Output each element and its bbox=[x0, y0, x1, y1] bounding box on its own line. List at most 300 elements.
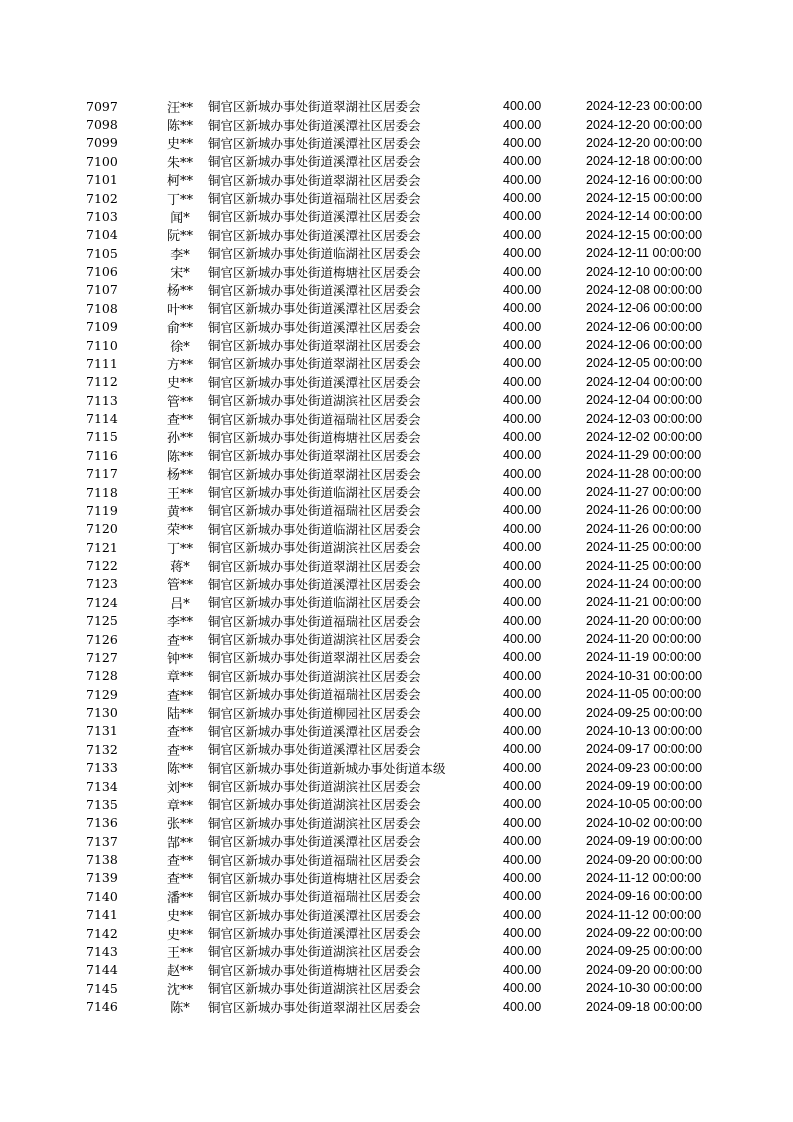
amount: 400.00 bbox=[503, 907, 542, 922]
recipient-name: 史** bbox=[166, 927, 193, 943]
issue-date: 2024-12-20 00:00:00 bbox=[586, 117, 703, 132]
community-unit: 铜官区新城办事处街道梅塘社区居委会 bbox=[208, 870, 421, 886]
table-row bbox=[86, 281, 726, 299]
recipient-name: 徐* bbox=[170, 339, 190, 355]
issue-date: 2024-12-15 00:00:00 bbox=[586, 227, 703, 242]
amount: 400.00 bbox=[503, 687, 542, 702]
community-unit: 铜官区新城办事处街道湖滨社区居委会 bbox=[208, 815, 421, 831]
amount: 400.00 bbox=[503, 154, 542, 169]
table-row bbox=[86, 244, 726, 262]
amount: 400.00 bbox=[503, 282, 542, 297]
record-id: 7131 bbox=[86, 723, 118, 739]
recipient-name: 查** bbox=[166, 854, 193, 870]
recipient-name: 吕* bbox=[170, 596, 190, 612]
amount: 400.00 bbox=[503, 668, 542, 683]
community-unit: 铜官区新城办事处街道福瑞社区居委会 bbox=[208, 191, 421, 207]
amount: 400.00 bbox=[503, 852, 542, 867]
issue-date: 2024-11-20 00:00:00 bbox=[586, 632, 702, 647]
record-id: 7128 bbox=[86, 668, 118, 684]
record-id: 7130 bbox=[86, 705, 118, 721]
table-row bbox=[86, 630, 726, 648]
issue-date: 2024-10-05 00:00:00 bbox=[586, 797, 703, 812]
community-unit: 铜官区新城办事处街道溪潭社区居委会 bbox=[208, 576, 421, 592]
record-id: 7106 bbox=[86, 264, 118, 280]
record-id: 7126 bbox=[86, 631, 118, 647]
record-id: 7113 bbox=[86, 392, 118, 408]
amount: 400.00 bbox=[503, 338, 542, 353]
issue-date: 2024-11-28 00:00:00 bbox=[586, 466, 702, 481]
community-unit: 铜官区新城办事处街道临湖社区居委会 bbox=[208, 595, 421, 611]
recipient-name: 管** bbox=[166, 578, 193, 594]
issue-date: 2024-12-06 00:00:00 bbox=[586, 319, 703, 334]
record-id: 7101 bbox=[86, 172, 118, 188]
community-unit: 铜官区新城办事处街道翠湖社区居委会 bbox=[208, 172, 421, 188]
community-unit: 铜官区新城办事处街道福瑞社区居委会 bbox=[208, 411, 421, 427]
recipient-name: 陈** bbox=[166, 762, 193, 778]
record-id: 7125 bbox=[86, 613, 118, 629]
table-row bbox=[86, 979, 726, 997]
amount: 400.00 bbox=[503, 797, 542, 812]
table-row bbox=[86, 373, 726, 391]
table-row bbox=[86, 997, 726, 1015]
community-unit: 铜官区新城办事处街道溪潭社区居委会 bbox=[208, 907, 421, 923]
community-unit: 铜官区新城办事处街道翠湖社区居委会 bbox=[208, 99, 421, 115]
table-row bbox=[86, 740, 726, 758]
amount: 400.00 bbox=[503, 374, 542, 389]
table-row bbox=[86, 722, 726, 740]
record-id: 7129 bbox=[86, 686, 118, 702]
community-unit: 铜官区新城办事处街道柳园社区居委会 bbox=[208, 705, 421, 721]
community-unit: 铜官区新城办事处街道湖滨社区居委会 bbox=[208, 944, 421, 960]
community-unit: 铜官区新城办事处街道湖滨社区居委会 bbox=[208, 632, 421, 648]
record-id: 7110 bbox=[86, 337, 118, 353]
community-unit: 铜官区新城办事处街道福瑞社区居委会 bbox=[208, 613, 421, 629]
community-unit: 铜官区新城办事处街道溪潭社区居委会 bbox=[208, 723, 421, 739]
recipient-name: 王** bbox=[166, 486, 193, 502]
community-unit: 铜官区新城办事处街道湖滨社区居委会 bbox=[208, 981, 421, 997]
amount: 400.00 bbox=[503, 191, 542, 206]
issue-date: 2024-11-12 00:00:00 bbox=[586, 907, 702, 922]
issue-date: 2024-12-06 00:00:00 bbox=[586, 301, 703, 316]
record-id: 7135 bbox=[86, 796, 118, 812]
community-unit: 铜官区新城办事处街道溪潭社区居委会 bbox=[208, 319, 421, 335]
amount: 400.00 bbox=[503, 889, 542, 904]
table-row bbox=[86, 152, 726, 170]
record-id: 7108 bbox=[86, 300, 118, 316]
record-id: 7140 bbox=[86, 888, 118, 904]
community-unit: 铜官区新城办事处街道福瑞社区居委会 bbox=[208, 503, 421, 519]
community-unit: 铜官区新城办事处街道福瑞社区居委会 bbox=[208, 852, 421, 868]
community-unit: 铜官区新城办事处街道梅塘社区居委会 bbox=[208, 962, 421, 978]
amount: 400.00 bbox=[503, 834, 542, 849]
recipient-name: 李* bbox=[170, 247, 190, 263]
issue-date: 2024-11-19 00:00:00 bbox=[586, 650, 702, 665]
recipient-name: 查** bbox=[166, 872, 193, 888]
recipient-name: 查** bbox=[166, 743, 193, 759]
record-id: 7104 bbox=[86, 227, 118, 243]
record-id: 7144 bbox=[86, 962, 118, 978]
issue-date: 2024-11-26 00:00:00 bbox=[586, 521, 702, 536]
recipient-name: 荣** bbox=[166, 523, 193, 539]
table-row bbox=[86, 428, 726, 446]
issue-date: 2024-09-17 00:00:00 bbox=[586, 742, 703, 757]
community-unit: 铜官区新城办事处街道溪潭社区居委会 bbox=[208, 926, 421, 942]
amount: 400.00 bbox=[503, 558, 542, 573]
community-unit: 铜官区新城办事处街道湖滨社区居委会 bbox=[208, 797, 421, 813]
records-table bbox=[86, 97, 726, 1016]
recipient-name: 丁** bbox=[166, 541, 193, 557]
record-id: 7119 bbox=[86, 502, 118, 518]
table-row bbox=[86, 207, 726, 225]
record-id: 7102 bbox=[86, 190, 118, 206]
issue-date: 2024-10-31 00:00:00 bbox=[586, 668, 703, 683]
community-unit: 铜官区新城办事处街道翠湖社区居委会 bbox=[208, 448, 421, 464]
recipient-name: 钟** bbox=[166, 651, 193, 667]
table-row bbox=[86, 924, 726, 942]
record-id: 7142 bbox=[86, 925, 118, 941]
table-row bbox=[86, 961, 726, 979]
table-row bbox=[86, 97, 726, 115]
issue-date: 2024-11-26 00:00:00 bbox=[586, 503, 702, 518]
table-row bbox=[86, 869, 726, 887]
issue-date: 2024-11-05 00:00:00 bbox=[586, 687, 702, 702]
table-row bbox=[86, 814, 726, 832]
amount: 400.00 bbox=[503, 503, 542, 518]
amount: 400.00 bbox=[503, 172, 542, 187]
community-unit: 铜官区新城办事处街道溪潭社区居委会 bbox=[208, 301, 421, 317]
recipient-name: 沈** bbox=[166, 982, 193, 998]
record-id: 7114 bbox=[86, 411, 118, 427]
issue-date: 2024-09-18 00:00:00 bbox=[586, 999, 703, 1014]
record-id: 7097 bbox=[86, 98, 118, 114]
record-id: 7137 bbox=[86, 833, 118, 849]
issue-date: 2024-12-10 00:00:00 bbox=[586, 264, 703, 279]
issue-date: 2024-10-02 00:00:00 bbox=[586, 815, 703, 830]
amount: 400.00 bbox=[503, 301, 542, 316]
record-id: 7105 bbox=[86, 245, 118, 261]
community-unit: 铜官区新城办事处街道梅塘社区居委会 bbox=[208, 264, 421, 280]
recipient-name: 赵** bbox=[166, 964, 193, 980]
amount: 400.00 bbox=[503, 429, 542, 444]
amount: 400.00 bbox=[503, 723, 542, 738]
recipient-name: 史** bbox=[166, 137, 193, 153]
amount: 400.00 bbox=[503, 926, 542, 941]
recipient-name: 叶** bbox=[166, 302, 193, 318]
issue-date: 2024-10-13 00:00:00 bbox=[586, 723, 703, 738]
amount: 400.00 bbox=[503, 742, 542, 757]
issue-date: 2024-12-11 00:00:00 bbox=[586, 246, 702, 261]
record-id: 7122 bbox=[86, 558, 118, 574]
amount: 400.00 bbox=[503, 99, 542, 114]
community-unit: 铜官区新城办事处街道溪潭社区居委会 bbox=[208, 834, 421, 850]
amount: 400.00 bbox=[503, 411, 542, 426]
recipient-name: 阮** bbox=[166, 229, 193, 245]
community-unit: 铜官区新城办事处街道溪潭社区居委会 bbox=[208, 154, 421, 170]
recipient-name: 查** bbox=[166, 725, 193, 741]
table-row bbox=[86, 226, 726, 244]
issue-date: 2024-09-20 00:00:00 bbox=[586, 852, 703, 867]
community-unit: 铜官区新城办事处街道福瑞社区居委会 bbox=[208, 889, 421, 905]
record-id: 7138 bbox=[86, 852, 118, 868]
table-row bbox=[86, 391, 726, 409]
recipient-name: 章** bbox=[166, 798, 193, 814]
table-row bbox=[86, 318, 726, 336]
amount: 400.00 bbox=[503, 521, 542, 536]
community-unit: 铜官区新城办事处街道溪潭社区居委会 bbox=[208, 742, 421, 758]
issue-date: 2024-12-03 00:00:00 bbox=[586, 411, 703, 426]
table-row bbox=[86, 759, 726, 777]
recipient-name: 柯** bbox=[166, 174, 193, 190]
record-id: 7099 bbox=[86, 135, 118, 151]
issue-date: 2024-12-20 00:00:00 bbox=[586, 135, 703, 150]
recipient-name: 刘** bbox=[166, 780, 193, 796]
table-row bbox=[86, 501, 726, 519]
community-unit: 铜官区新城办事处街道翠湖社区居委会 bbox=[208, 558, 421, 574]
record-id: 7118 bbox=[86, 484, 118, 500]
table-row bbox=[86, 409, 726, 427]
record-id: 7111 bbox=[86, 355, 118, 371]
recipient-name: 王** bbox=[166, 945, 193, 961]
community-unit: 铜官区新城办事处街道新城办事处街道本级 bbox=[208, 760, 446, 776]
record-id: 7109 bbox=[86, 319, 118, 335]
recipient-name: 方** bbox=[166, 357, 193, 373]
recipient-name: 章** bbox=[166, 670, 193, 686]
amount: 400.00 bbox=[503, 319, 542, 334]
recipient-name: 黄** bbox=[166, 504, 193, 520]
table-row bbox=[86, 134, 726, 152]
recipient-name: 蒋* bbox=[170, 560, 190, 576]
recipient-name: 汪** bbox=[166, 100, 193, 116]
issue-date: 2024-12-04 00:00:00 bbox=[586, 374, 703, 389]
record-id: 7123 bbox=[86, 576, 118, 592]
issue-date: 2024-09-16 00:00:00 bbox=[586, 889, 703, 904]
recipient-name: 郜** bbox=[166, 835, 193, 851]
table-row bbox=[86, 115, 726, 133]
amount: 400.00 bbox=[503, 595, 542, 610]
table-row bbox=[86, 575, 726, 593]
amount: 400.00 bbox=[503, 613, 542, 628]
table-row bbox=[86, 795, 726, 813]
record-id: 7115 bbox=[86, 429, 118, 445]
community-unit: 铜官区新城办事处街道湖滨社区居委会 bbox=[208, 668, 421, 684]
community-unit: 铜官区新城办事处街道福瑞社区居委会 bbox=[208, 687, 421, 703]
recipient-name: 陈** bbox=[166, 119, 193, 135]
recipient-name: 李** bbox=[166, 615, 193, 631]
community-unit: 铜官区新城办事处街道湖滨社区居委会 bbox=[208, 779, 421, 795]
amount: 400.00 bbox=[503, 264, 542, 279]
recipient-name: 史** bbox=[166, 909, 193, 925]
amount: 400.00 bbox=[503, 356, 542, 371]
table-row bbox=[86, 483, 726, 501]
community-unit: 铜官区新城办事处街道湖滨社区居委会 bbox=[208, 540, 421, 556]
recipient-name: 杨** bbox=[166, 284, 193, 300]
record-id: 7107 bbox=[86, 282, 118, 298]
table-row bbox=[86, 171, 726, 189]
table-row bbox=[86, 556, 726, 574]
issue-date: 2024-09-20 00:00:00 bbox=[586, 962, 703, 977]
record-id: 7121 bbox=[86, 539, 118, 555]
recipient-name: 俞** bbox=[166, 321, 193, 337]
issue-date: 2024-12-08 00:00:00 bbox=[586, 282, 703, 297]
record-id: 7117 bbox=[86, 466, 118, 482]
amount: 400.00 bbox=[503, 135, 542, 150]
record-id: 7139 bbox=[86, 870, 118, 886]
amount: 400.00 bbox=[503, 870, 542, 885]
table-row bbox=[86, 832, 726, 850]
issue-date: 2024-12-14 00:00:00 bbox=[586, 209, 703, 224]
amount: 400.00 bbox=[503, 246, 542, 261]
record-id: 7143 bbox=[86, 943, 118, 959]
table-row bbox=[86, 612, 726, 630]
record-id: 7146 bbox=[86, 999, 118, 1015]
issue-date: 2024-11-27 00:00:00 bbox=[586, 485, 702, 500]
table-row bbox=[86, 648, 726, 666]
issue-date: 2024-12-18 00:00:00 bbox=[586, 154, 703, 169]
record-id: 7124 bbox=[86, 594, 118, 610]
issue-date: 2024-12-05 00:00:00 bbox=[586, 356, 703, 371]
recipient-name: 史** bbox=[166, 376, 193, 392]
issue-date: 2024-09-25 00:00:00 bbox=[586, 705, 703, 720]
amount: 400.00 bbox=[503, 981, 542, 996]
issue-date: 2024-12-02 00:00:00 bbox=[586, 429, 703, 444]
amount: 400.00 bbox=[503, 705, 542, 720]
table-row bbox=[86, 942, 726, 960]
table-row bbox=[86, 465, 726, 483]
table-row bbox=[86, 667, 726, 685]
amount: 400.00 bbox=[503, 117, 542, 132]
issue-date: 2024-12-04 00:00:00 bbox=[586, 393, 703, 408]
amount: 400.00 bbox=[503, 209, 542, 224]
table-row bbox=[86, 538, 726, 556]
record-id: 7134 bbox=[86, 778, 118, 794]
recipient-name: 宋* bbox=[170, 266, 190, 282]
record-id: 7120 bbox=[86, 521, 118, 537]
community-unit: 铜官区新城办事处街道溪潭社区居委会 bbox=[208, 227, 421, 243]
amount: 400.00 bbox=[503, 650, 542, 665]
recipient-name: 查** bbox=[166, 413, 193, 429]
community-unit: 铜官区新城办事处街道翠湖社区居委会 bbox=[208, 356, 421, 372]
issue-date: 2024-11-25 00:00:00 bbox=[586, 540, 702, 555]
recipient-name: 陈** bbox=[166, 449, 193, 465]
amount: 400.00 bbox=[503, 448, 542, 463]
issue-date: 2024-09-22 00:00:00 bbox=[586, 926, 703, 941]
table-row bbox=[86, 354, 726, 372]
issue-date: 2024-11-24 00:00:00 bbox=[586, 576, 702, 591]
record-id: 7141 bbox=[86, 907, 118, 923]
recipient-name: 管** bbox=[166, 394, 193, 410]
table-row bbox=[86, 299, 726, 317]
community-unit: 铜官区新城办事处街道翠湖社区居委会 bbox=[208, 466, 421, 482]
amount: 400.00 bbox=[503, 999, 542, 1014]
community-unit: 铜官区新城办事处街道临湖社区居委会 bbox=[208, 246, 421, 262]
issue-date: 2024-09-19 00:00:00 bbox=[586, 834, 703, 849]
issue-date: 2024-12-16 00:00:00 bbox=[586, 172, 703, 187]
record-id: 7116 bbox=[86, 447, 118, 463]
community-unit: 铜官区新城办事处街道临湖社区居委会 bbox=[208, 521, 421, 537]
record-id: 7127 bbox=[86, 649, 118, 665]
recipient-name: 陈* bbox=[170, 1001, 190, 1017]
recipient-name: 潘** bbox=[166, 890, 193, 906]
community-unit: 铜官区新城办事处街道翠湖社区居委会 bbox=[208, 650, 421, 666]
community-unit: 铜官区新城办事处街道溪潭社区居委会 bbox=[208, 209, 421, 225]
amount: 400.00 bbox=[503, 540, 542, 555]
record-id: 7133 bbox=[86, 760, 118, 776]
table-row bbox=[86, 189, 726, 207]
issue-date: 2024-11-20 00:00:00 bbox=[586, 613, 702, 628]
record-id: 7103 bbox=[86, 208, 118, 224]
table-row bbox=[86, 520, 726, 538]
amount: 400.00 bbox=[503, 779, 542, 794]
table-row bbox=[86, 906, 726, 924]
issue-date: 2024-12-23 00:00:00 bbox=[586, 99, 703, 114]
record-id: 7098 bbox=[86, 117, 118, 133]
community-unit: 铜官区新城办事处街道溪潭社区居委会 bbox=[208, 282, 421, 298]
record-id: 7136 bbox=[86, 815, 118, 831]
recipient-name: 杨** bbox=[166, 468, 193, 484]
issue-date: 2024-10-30 00:00:00 bbox=[586, 981, 703, 996]
community-unit: 铜官区新城办事处街道翠湖社区居委会 bbox=[208, 999, 421, 1015]
amount: 400.00 bbox=[503, 944, 542, 959]
issue-date: 2024-11-12 00:00:00 bbox=[586, 870, 702, 885]
issue-date: 2024-11-21 00:00:00 bbox=[586, 595, 702, 610]
amount: 400.00 bbox=[503, 632, 542, 647]
issue-date: 2024-11-29 00:00:00 bbox=[586, 448, 702, 463]
recipient-name: 张** bbox=[166, 817, 193, 833]
record-id: 7112 bbox=[86, 374, 118, 390]
community-unit: 铜官区新城办事处街道湖滨社区居委会 bbox=[208, 393, 421, 409]
table-row bbox=[86, 446, 726, 464]
issue-date: 2024-11-25 00:00:00 bbox=[586, 558, 702, 573]
recipient-name: 丁** bbox=[166, 192, 193, 208]
community-unit: 铜官区新城办事处街道翠湖社区居委会 bbox=[208, 338, 421, 354]
community-unit: 铜官区新城办事处街道溪潭社区居委会 bbox=[208, 117, 421, 133]
table-row bbox=[86, 703, 726, 721]
table-row bbox=[86, 262, 726, 280]
record-id: 7145 bbox=[86, 980, 118, 996]
recipient-name: 查** bbox=[166, 688, 193, 704]
table-row bbox=[86, 850, 726, 868]
recipient-name: 查** bbox=[166, 633, 193, 649]
community-unit: 铜官区新城办事处街道临湖社区居委会 bbox=[208, 485, 421, 501]
record-id: 7132 bbox=[86, 741, 118, 757]
issue-date: 2024-09-23 00:00:00 bbox=[586, 760, 703, 775]
recipient-name: 孙** bbox=[166, 431, 193, 447]
recipient-name: 陆** bbox=[166, 707, 193, 723]
issue-date: 2024-09-19 00:00:00 bbox=[586, 779, 703, 794]
community-unit: 铜官区新城办事处街道溪潭社区居委会 bbox=[208, 374, 421, 390]
amount: 400.00 bbox=[503, 227, 542, 242]
amount: 400.00 bbox=[503, 485, 542, 500]
table-row bbox=[86, 685, 726, 703]
record-id: 7100 bbox=[86, 153, 118, 169]
amount: 400.00 bbox=[503, 760, 542, 775]
amount: 400.00 bbox=[503, 576, 542, 591]
issue-date: 2024-09-25 00:00:00 bbox=[586, 944, 703, 959]
community-unit: 铜官区新城办事处街道梅塘社区居委会 bbox=[208, 429, 421, 445]
table-row bbox=[86, 336, 726, 354]
table-row bbox=[86, 593, 726, 611]
amount: 400.00 bbox=[503, 962, 542, 977]
recipient-name: 朱** bbox=[166, 155, 193, 171]
recipient-name: 闻* bbox=[170, 210, 190, 226]
issue-date: 2024-12-06 00:00:00 bbox=[586, 338, 703, 353]
table-row bbox=[86, 777, 726, 795]
community-unit: 铜官区新城办事处街道溪潭社区居委会 bbox=[208, 135, 421, 151]
amount: 400.00 bbox=[503, 466, 542, 481]
amount: 400.00 bbox=[503, 815, 542, 830]
table-row bbox=[86, 887, 726, 905]
issue-date: 2024-12-15 00:00:00 bbox=[586, 191, 703, 206]
